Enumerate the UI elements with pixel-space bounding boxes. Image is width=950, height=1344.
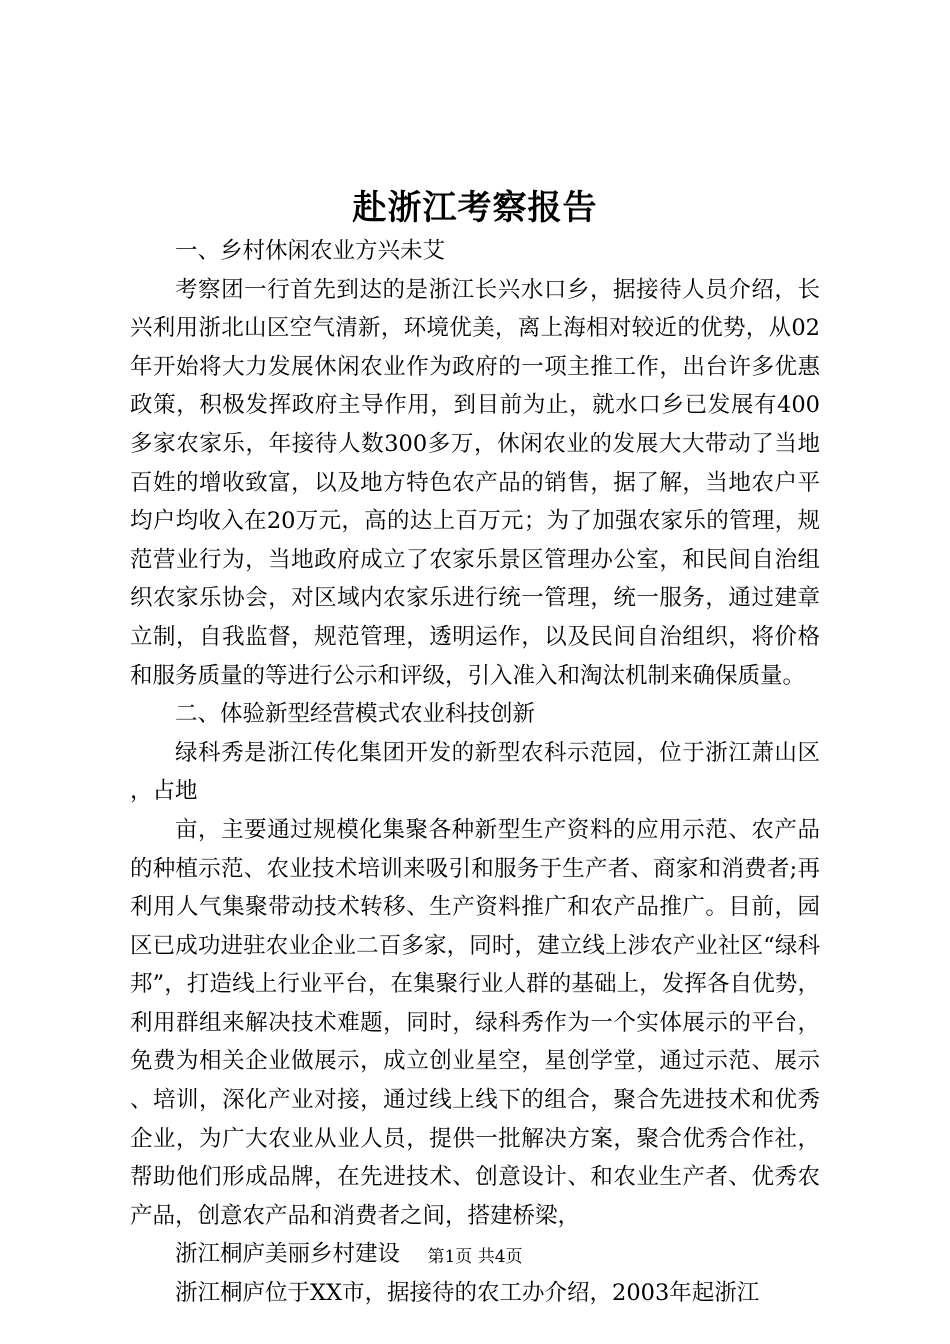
section-heading-1: 一、乡村休闲农业方兴未艾: [175, 238, 446, 264]
paragraph-2: 绿科秀是浙江传化集团开发的新型农科示范园，位于浙江萧山区，占地: [130, 739, 820, 805]
page-footer: 第1页 共4页: [427, 1247, 523, 1267]
paragraph-3: 亩，主要通过规模化集聚各种新型生产资料的应用示范、农产品的种植示范、农业技术培训来吸引和服务于生产者、商家和消费者;再利用人气集聚带动技术转移、生产资料推广和农产品推广。目前，园区已成功进驻农业企业二百多家，同时，建立线上涉农产业社区“绿科邦”，打造线上行业平台，在集聚行业人群的基础上，发挥各自优势，利用群组来解决技术难题，同时，绿科秀作为一个实体展示的平台，免费为相关企业做展示，成立创业星空，星创学堂，通过示范、展示、培训，深化产业对接，通过线上线下的组合，聚合先进技术和优秀企业，为广大农业从业人员，提供一批解决方案，聚合优秀合作社，帮助他们形成品牌，在先进技术、创意设计、和农业生产者、优秀农产品，创意农产品和消费者之间，搭建桥梁，: [130, 816, 820, 1229]
document-body: [130, 232, 820, 1313]
section-heading-3: 浙江桐庐美丽乡村建设: [175, 1241, 401, 1268]
section-heading-2: 二、体验新型经营模式农业科技创新: [175, 701, 536, 728]
document-title: 赴浙江考察报告: [352, 188, 598, 228]
paragraph-1: 考察团一行首先到达的是浙江长兴水口乡，据接待人员介绍，长兴利用浙北山区空气清新，环境优美，离上海相对较近的优势，从02年开始将大力发展休闲农业作为政府的一项主推工作，出台许多优惠政策，积极发挥政府主导作用，到目前为止，就水口乡已发展有400多家农家乐，年接待人数300多万，休闲农业的发展大大带动了当地百姓的增收致富，以及地方特色农产品的销售，据了解，当地农户平均户均收入在20万元，高的达上百万元；为了加强农家乐的管理，规范营业行为，当地政府成立了农家乐景区管理办公室，和民间自治组织农家乐协会，对区域内农家乐进行统一管理，统一服务，通过建章立制，自我监督，规范管理，透明运作，以及民间自治组织，将价格和服务质量的等进行公示和评级，引入准入和淘汰机制来确保质量。: [130, 276, 820, 689]
paragraph-4: 浙江桐庐位于XX市，据接待的农工办介绍，2003年起浙江: [175, 1280, 760, 1307]
